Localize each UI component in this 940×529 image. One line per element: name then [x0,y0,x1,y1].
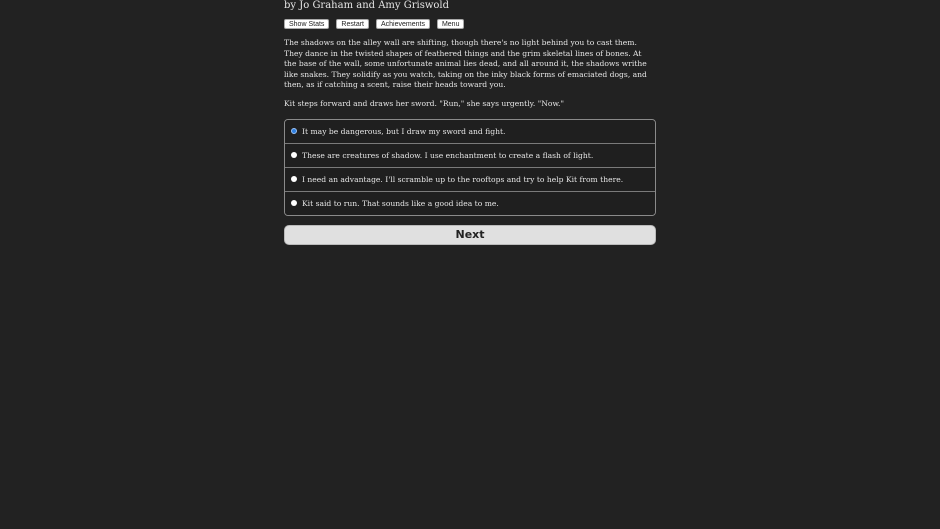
restart-button[interactable]: Restart [336,19,369,29]
radio-button[interactable] [291,200,297,206]
choice-option[interactable] [285,120,655,143]
choice-label: Kit said to run. That sounds like a good idea to me. [302,198,499,208]
show-stats-button[interactable]: Show Stats [284,19,329,29]
story-paragraph: The shadows on the alley wall are shifting, though there's no light behind you to cast them. They dance in the twisted shapes of feathered things and the grim skeletal lines of bones. At the base of the wall, some unfortunate animal lies dead, and all around it, the shadows writhe like snakes. They solidify as you watch, taking on the inky black forms of emaciated dogs, and then, as if catching a scent, raise their heads toward you. [284,38,647,90]
radio-button-selected[interactable] [291,128,297,134]
choice-list [284,119,656,216]
choice-option[interactable] [285,191,655,215]
next-button[interactable]: Next [284,225,656,245]
choice-label: It may be dangerous, but I draw my sword and fight. [302,126,506,136]
menu-button[interactable]: Menu [437,19,465,29]
choice-label: These are creatures of shadow. I use enchantment to create a flash of light. [302,150,594,160]
choice-label: I need an advantage. I'll scramble up to the rooftops and try to help Kit from there. [302,174,624,184]
author-byline: by Jo Graham and Amy Griswold [284,0,450,11]
story-paragraph: Kit steps forward and draws her sword. "Run," she says urgently. "Now." [284,98,564,108]
choice-option[interactable] [285,167,655,191]
toolbar [284,19,656,29]
radio-button[interactable] [291,152,297,158]
game-content [284,0,656,245]
choice-option[interactable] [285,143,655,167]
achievements-button[interactable]: Achievements [376,19,430,29]
radio-button[interactable] [291,176,297,182]
